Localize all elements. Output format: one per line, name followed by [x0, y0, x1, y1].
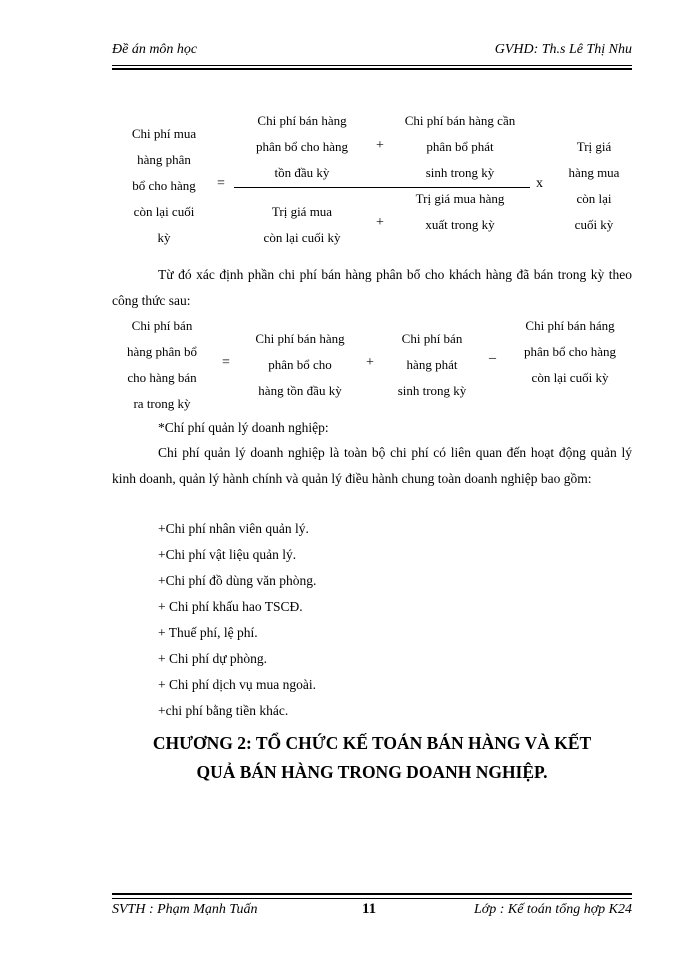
formula2-term-c: [508, 313, 632, 391]
formula2-term-b-line: hàng phát: [406, 357, 458, 372]
footer-class: Lớp : Kế toán tổng hợp K24: [473, 902, 632, 917]
formula1-num-b-line: Chi phí bán hàng cần: [404, 113, 516, 128]
formula2-term-b-line: Chi phí bán: [401, 331, 463, 346]
list-item: + Chi phí khấu hao TSCĐ.: [158, 599, 303, 614]
formula1-num-b-line: sinh trong kỳ: [425, 165, 495, 180]
formula2-lhs-line: Chi phí bán: [131, 318, 193, 333]
formula2-term-a-line: hàng tồn đầu kỳ: [258, 383, 342, 398]
list-item: + Thuế phí, lệ phí.: [158, 625, 258, 640]
formula2-lhs-line: cho hàng bán: [127, 370, 197, 385]
formula1-den-b-line: Trị giá mua hàng: [415, 191, 505, 206]
formula2-term-c-line: còn lại cuối kỳ: [531, 370, 609, 385]
list-item: + Chi phí dự phòng.: [158, 651, 268, 666]
formula2-term-c-line: Chi phí bán háng: [525, 318, 615, 333]
body-paragraph: Chi phí quản lý doanh nghiệp là toàn bộ chi phí có liên quan đến hoạt động quản lý kinh doanh, quản lý hành chính và quản lý điều hành chung toàn doanh nghiệp bao gồm:: [112, 445, 632, 486]
formula1-den-a-line: Trị giá mua: [271, 204, 333, 219]
formula1-numerator-plus: +: [376, 138, 384, 153]
footer-rule-thin: [112, 898, 632, 899]
formula1-lhs-line: kỳ: [157, 230, 171, 245]
formula1-lhs-line: Chi phí mua: [131, 126, 197, 141]
formula1-lhs: [112, 121, 216, 251]
formula2-lhs-line: hàng phân bổ: [126, 344, 198, 359]
formula1-rhs-line: Trị giá: [576, 139, 612, 154]
formula2-term-b-line: sinh trong kỳ: [397, 383, 467, 398]
formula1-times: x: [536, 176, 543, 191]
list-item: +Chi phí vật liệu quản lý.: [158, 547, 297, 562]
list-item: +Chi phí nhân viên quản lý.: [158, 521, 309, 536]
formula1-denominator-a: [238, 199, 366, 251]
page-number: 11: [362, 901, 377, 917]
footer-rule-thick: [112, 893, 632, 895]
formula2-term-a-line: phân bổ cho: [268, 357, 332, 372]
formula1-num-a-line: Chi phí bán hàng: [257, 113, 347, 128]
formula1-lhs-line: bổ cho hàng: [132, 178, 196, 193]
formula1-lhs-line: còn lại cuối: [133, 204, 195, 219]
formula1-den-a-line: còn lại cuối kỳ: [263, 230, 341, 245]
chapter-title-line: QUẢ BÁN HÀNG TRONG DOANH NGHIỆP.: [196, 762, 548, 782]
page-footer: [112, 902, 632, 924]
formula1-numerator-a: [238, 108, 366, 186]
formula1-num-a-line: tồn đầu kỳ: [274, 165, 330, 180]
formula2-plus: +: [366, 355, 374, 370]
formula2-term-b: [384, 326, 480, 404]
list-item: +Chi phí đồ dùng văn phòng.: [158, 573, 317, 588]
formula1-denominator-b: [390, 186, 530, 238]
header-course: Đề án môn học: [112, 42, 198, 57]
header-advisor: GVHD: Th.s Lê Thị Nhu: [494, 42, 632, 57]
formula2-lhs-line: ra trong kỳ: [133, 396, 191, 411]
list-item: + Chi phí dịch vụ mua ngoài.: [158, 677, 316, 692]
formula1-num-b-line: phân bổ phát: [426, 139, 494, 154]
intro-paragraph: Từ đó xác định phần chi phí bán hàng phân bổ cho khách hàng đã bán trong kỳ theo công thức sau:: [112, 267, 632, 308]
formula2-term-a: [238, 326, 362, 404]
footer-student: SVTH : Phạm Mạnh Tuấn: [112, 902, 258, 917]
formula1-denominator-plus: +: [376, 215, 384, 230]
chapter-title: [112, 729, 632, 787]
formula2-term-c-line: phân bổ cho hàng: [523, 344, 617, 359]
formula2-minus: _: [489, 346, 496, 361]
header-rule-thin: [112, 65, 632, 66]
page-header: [112, 42, 632, 64]
formula2-term-a-line: Chi phí bán hàng: [255, 331, 345, 346]
header-rule-thick: [112, 68, 632, 70]
formula1-rhs-line: hàng mua: [568, 165, 620, 180]
list-item: +chi phí bằng tiền khác.: [158, 703, 289, 718]
formula1-den-b-line: xuất trong kỳ: [425, 217, 495, 232]
formula2-equals: =: [222, 355, 230, 370]
formula2-lhs: [112, 313, 212, 417]
formula1-rhs-line: cuối kỳ: [574, 217, 614, 232]
formula1-rhs-line: còn lại: [576, 191, 612, 206]
formula1-lhs-line: hàng phân: [137, 152, 191, 167]
formula1-equals: =: [217, 176, 225, 191]
formula1-numerator-b: [390, 108, 530, 186]
formula1-rhs: [556, 134, 632, 238]
formula1-num-a-line: phân bổ cho hàng: [255, 139, 349, 154]
chapter-title-line: CHƯƠNG 2: TỔ CHỨC KẾ TOÁN BÁN HÀNG VÀ KẾT: [152, 733, 592, 753]
section-heading: *Chí phí quản lý doanh nghiệp:: [158, 420, 329, 435]
